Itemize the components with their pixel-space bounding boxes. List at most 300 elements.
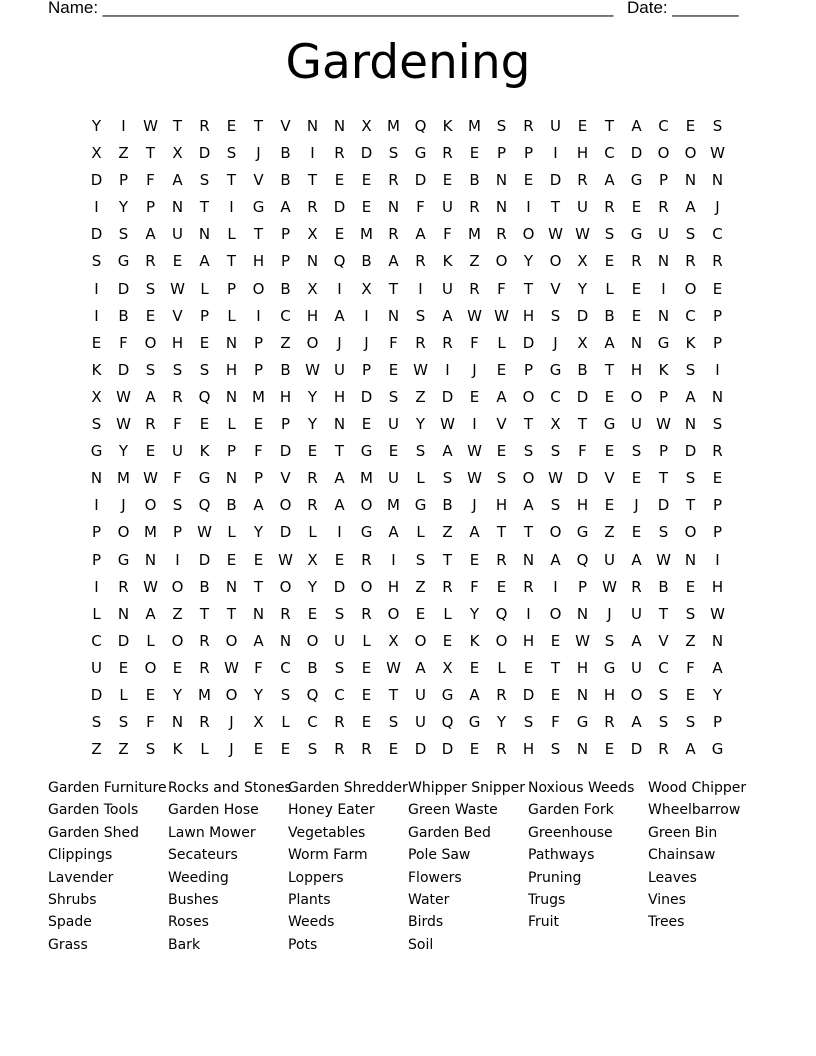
word-list-item: Lawn Mower bbox=[168, 824, 256, 841]
grid-letter: M bbox=[387, 117, 400, 135]
grid-letter: U bbox=[658, 225, 669, 244]
grid-letter: E bbox=[442, 631, 453, 650]
grid-letter: Y bbox=[118, 198, 129, 217]
grid-letter: F bbox=[497, 279, 506, 298]
grid-letter: B bbox=[442, 496, 453, 515]
word-list-item: Trees bbox=[648, 914, 685, 931]
grid-letter: B bbox=[118, 306, 129, 325]
grid-letter: Y bbox=[712, 685, 723, 704]
grid-letter: V bbox=[550, 279, 561, 298]
word-list-item: Weeding bbox=[168, 869, 229, 886]
grid-letter: W bbox=[116, 387, 131, 406]
grid-letter: E bbox=[253, 550, 264, 569]
grid-letter: H bbox=[279, 387, 292, 406]
grid-letter: S bbox=[415, 550, 426, 569]
grid-letter: D bbox=[333, 198, 346, 217]
grid-letter: R bbox=[658, 198, 669, 217]
grid-letter: E bbox=[361, 713, 372, 732]
grid-letter: G bbox=[603, 658, 616, 677]
grid-letter: T bbox=[226, 604, 237, 623]
grid-letter: D bbox=[522, 333, 535, 352]
grid-letter: A bbox=[631, 550, 642, 569]
grid-letter: C bbox=[334, 685, 345, 704]
grid-letter: Y bbox=[307, 387, 318, 406]
word-list-item: Garden Furniture bbox=[48, 780, 167, 796]
grid-letter: L bbox=[416, 523, 425, 542]
grid-letter: R bbox=[442, 144, 453, 163]
word-list-item: Green Waste bbox=[408, 802, 498, 819]
grid-letter: H bbox=[711, 577, 724, 596]
grid-letter: X bbox=[307, 225, 318, 244]
grid-letter: G bbox=[711, 740, 724, 759]
word-list-item: Worm Farm bbox=[288, 847, 368, 864]
grid-letter: S bbox=[685, 360, 696, 379]
grid-letter: A bbox=[334, 469, 345, 488]
grid-letter: R bbox=[388, 225, 399, 244]
grid-letter: L bbox=[308, 523, 317, 542]
grid-letter: O bbox=[225, 631, 238, 650]
grid-letter: C bbox=[604, 144, 615, 163]
grid-letter: R bbox=[145, 252, 156, 271]
grid-letter: S bbox=[550, 740, 561, 759]
grid-letter: A bbox=[685, 387, 696, 406]
grid-letter: D bbox=[360, 387, 373, 406]
grid-letter: Z bbox=[685, 631, 696, 650]
grid-letter: L bbox=[92, 604, 101, 623]
grid-letter: A bbox=[334, 496, 345, 515]
grid-letter: T bbox=[658, 604, 669, 623]
grid-letter: O bbox=[387, 604, 400, 623]
grid-letter: E bbox=[469, 144, 480, 163]
grid-letter: O bbox=[171, 577, 184, 596]
grid-letter: E bbox=[253, 740, 264, 759]
grid-letter: G bbox=[468, 713, 481, 732]
grid-letter: S bbox=[712, 415, 723, 434]
word-list bbox=[48, 777, 768, 956]
grid-letter: E bbox=[604, 442, 615, 461]
grid-letter: A bbox=[631, 631, 642, 650]
grid-letter: U bbox=[631, 658, 642, 677]
grid-letter: J bbox=[715, 198, 720, 217]
grid-letter: S bbox=[523, 442, 534, 461]
grid-letter: W bbox=[170, 279, 185, 298]
grid-letter: Y bbox=[307, 415, 318, 434]
grid-letter: W bbox=[116, 415, 131, 434]
grid-letter: P bbox=[226, 279, 237, 298]
letter-grid bbox=[83, 113, 731, 763]
grid-letter: E bbox=[145, 442, 156, 461]
grid-letter: G bbox=[630, 171, 643, 190]
grid-letter: Y bbox=[91, 117, 102, 135]
grid-letter: X bbox=[91, 144, 102, 163]
grid-letter: D bbox=[198, 144, 211, 163]
grid-letter: C bbox=[658, 658, 669, 677]
grid-letter: S bbox=[496, 117, 507, 135]
grid-letter: W bbox=[467, 306, 482, 325]
grid-letter: D bbox=[333, 577, 346, 596]
grid-letter: G bbox=[414, 496, 427, 515]
grid-letter: D bbox=[279, 442, 292, 461]
grid-letter: F bbox=[146, 171, 155, 190]
grid-letter: D bbox=[576, 387, 589, 406]
grid-letter: H bbox=[522, 740, 535, 759]
grid-letter: S bbox=[199, 360, 210, 379]
grid-letter: J bbox=[634, 496, 639, 515]
grid-letter: T bbox=[523, 415, 534, 434]
grid-letter: H bbox=[333, 387, 346, 406]
grid-letter: N bbox=[576, 604, 589, 623]
grid-letter: N bbox=[657, 306, 670, 325]
word-list-item: Vegetables bbox=[288, 824, 366, 841]
grid-letter: O bbox=[495, 252, 508, 271]
grid-letter: E bbox=[361, 415, 372, 434]
grid-letter: S bbox=[658, 713, 669, 732]
grid-letter: I bbox=[337, 279, 342, 298]
grid-letter: D bbox=[441, 387, 454, 406]
grid-letter: S bbox=[145, 740, 156, 759]
grid-letter: H bbox=[522, 306, 535, 325]
grid-letter: S bbox=[91, 713, 102, 732]
grid-letter: D bbox=[630, 740, 643, 759]
grid-letter: Q bbox=[495, 604, 508, 623]
word-list-item: Flowers bbox=[408, 869, 462, 886]
word-list-item: Rocks and Stones bbox=[168, 780, 292, 796]
grid-letter: S bbox=[685, 604, 696, 623]
grid-letter: F bbox=[443, 225, 452, 244]
word-list-item: Vines bbox=[648, 891, 686, 908]
grid-letter: R bbox=[280, 604, 291, 623]
grid-letter: E bbox=[118, 658, 129, 677]
grid-letter: W bbox=[440, 415, 455, 434]
grid-letter: V bbox=[253, 171, 264, 190]
grid-letter: F bbox=[146, 713, 155, 732]
grid-letter: D bbox=[414, 171, 427, 190]
grid-letter: R bbox=[307, 469, 318, 488]
grid-letter: W bbox=[602, 577, 617, 596]
grid-letter: A bbox=[145, 225, 156, 244]
grid-letter: T bbox=[145, 144, 156, 163]
grid-letter: L bbox=[443, 604, 452, 623]
grid-letter: A bbox=[145, 604, 156, 623]
grid-letter: U bbox=[415, 713, 426, 732]
grid-letter: N bbox=[225, 577, 238, 596]
grid-letter: D bbox=[90, 225, 103, 244]
grid-letter: E bbox=[334, 225, 345, 244]
grid-letter: D bbox=[630, 144, 643, 163]
grid-letter: A bbox=[415, 225, 426, 244]
word-list-item: Leaves bbox=[648, 869, 697, 886]
grid-letter: G bbox=[360, 523, 373, 542]
grid-letter: W bbox=[656, 550, 671, 569]
grid-letter: P bbox=[91, 523, 102, 542]
grid-letter: N bbox=[387, 306, 400, 325]
grid-letter: U bbox=[577, 198, 588, 217]
grid-letter: E bbox=[712, 279, 723, 298]
grid-letter: R bbox=[334, 713, 345, 732]
grid-letter: T bbox=[388, 685, 399, 704]
grid-letter: E bbox=[145, 306, 156, 325]
grid-letter: X bbox=[172, 144, 183, 163]
grid-letter: S bbox=[91, 252, 102, 271]
grid-letter: O bbox=[171, 631, 184, 650]
grid-letter: E bbox=[361, 685, 372, 704]
grid-letter: K bbox=[442, 117, 453, 135]
grid-letter: Q bbox=[441, 713, 454, 732]
grid-letter: T bbox=[226, 171, 237, 190]
grid-letter: N bbox=[576, 685, 589, 704]
word-list-item: Pruning bbox=[528, 869, 582, 886]
grid-letter: R bbox=[712, 442, 723, 461]
word-list-item: Bark bbox=[168, 936, 201, 953]
grid-letter: D bbox=[90, 685, 103, 704]
grid-letter: V bbox=[172, 306, 183, 325]
grid-letter: Y bbox=[118, 442, 129, 461]
grid-letter: Z bbox=[172, 604, 183, 623]
grid-letter: L bbox=[497, 333, 506, 352]
grid-letter: A bbox=[685, 740, 696, 759]
grid-letter: L bbox=[362, 631, 371, 650]
grid-letter: E bbox=[496, 360, 507, 379]
grid-letter: E bbox=[361, 658, 372, 677]
grid-letter: O bbox=[684, 523, 697, 542]
grid-letter: O bbox=[522, 469, 535, 488]
grid-letter: D bbox=[522, 685, 535, 704]
grid-letter: G bbox=[657, 333, 670, 352]
grid-letter: Q bbox=[306, 685, 319, 704]
grid-letter: H bbox=[603, 685, 616, 704]
grid-letter: N bbox=[684, 171, 697, 190]
grid-letter: N bbox=[522, 550, 535, 569]
grid-letter: V bbox=[604, 469, 615, 488]
grid-letter: G bbox=[117, 252, 130, 271]
grid-letter: E bbox=[496, 442, 507, 461]
grid-letter: W bbox=[143, 469, 158, 488]
grid-letter: S bbox=[388, 144, 399, 163]
grid-letter: D bbox=[117, 360, 130, 379]
grid-letter: T bbox=[523, 279, 534, 298]
grid-letter: K bbox=[658, 360, 669, 379]
grid-letter: B bbox=[226, 496, 237, 515]
grid-letter: N bbox=[387, 198, 400, 217]
grid-letter: D bbox=[657, 496, 670, 515]
grid-letter: S bbox=[685, 713, 696, 732]
grid-letter: O bbox=[279, 577, 292, 596]
grid-letter: E bbox=[280, 740, 291, 759]
grid-letter: R bbox=[199, 713, 210, 732]
grid-letter: N bbox=[90, 469, 103, 488]
grid-letter: W bbox=[197, 523, 212, 542]
grid-letter: T bbox=[658, 469, 669, 488]
grid-letter: L bbox=[146, 631, 155, 650]
grid-letter: D bbox=[198, 550, 211, 569]
grid-letter: L bbox=[227, 225, 236, 244]
grid-letter: N bbox=[252, 604, 265, 623]
word-list-item: Loppers bbox=[288, 869, 344, 886]
grid-letter: L bbox=[227, 306, 236, 325]
grid-letter: R bbox=[604, 713, 615, 732]
grid-letter: E bbox=[604, 252, 615, 271]
grid-letter: W bbox=[575, 225, 590, 244]
grid-letter: F bbox=[470, 333, 479, 352]
grid-letter: S bbox=[145, 360, 156, 379]
grid-letter: F bbox=[173, 469, 182, 488]
grid-letter: W bbox=[386, 658, 401, 677]
grid-letter: H bbox=[576, 658, 589, 677]
grid-letter: C bbox=[712, 225, 723, 244]
grid-letter: O bbox=[279, 496, 292, 515]
grid-letter: B bbox=[469, 171, 480, 190]
grid-letter: T bbox=[199, 604, 210, 623]
grid-letter: P bbox=[496, 144, 507, 163]
grid-letter: P bbox=[712, 523, 723, 542]
grid-letter: U bbox=[442, 279, 453, 298]
page-title: Gardening bbox=[285, 35, 531, 90]
word-list-item: Garden Shed bbox=[48, 824, 140, 841]
grid-letter: E bbox=[226, 550, 237, 569]
grid-letter: K bbox=[442, 252, 453, 271]
grid-letter: G bbox=[360, 442, 373, 461]
grid-letter: P bbox=[523, 144, 534, 163]
grid-letter: G bbox=[441, 685, 454, 704]
word-list-item: Pathways bbox=[528, 847, 595, 864]
grid-letter: S bbox=[685, 469, 696, 488]
grid-letter: H bbox=[306, 306, 319, 325]
grid-letter: R bbox=[199, 658, 210, 677]
grid-letter: R bbox=[496, 740, 507, 759]
grid-letter: T bbox=[550, 198, 561, 217]
grid-letter: P bbox=[712, 333, 723, 352]
grid-letter: U bbox=[388, 415, 399, 434]
grid-letter: S bbox=[550, 442, 561, 461]
grid-letter: J bbox=[229, 740, 234, 759]
grid-letter: H bbox=[171, 333, 184, 352]
grid-letter: N bbox=[117, 604, 130, 623]
word-list-item: Green Bin bbox=[648, 824, 718, 841]
grid-letter: I bbox=[121, 117, 126, 135]
word-list-item: Grass bbox=[48, 936, 88, 953]
grid-letter: C bbox=[658, 117, 669, 135]
grid-letter: W bbox=[143, 117, 158, 135]
grid-letter: R bbox=[469, 279, 480, 298]
grid-letter: B bbox=[199, 577, 210, 596]
grid-letter: A bbox=[388, 523, 399, 542]
grid-letter: B bbox=[658, 577, 669, 596]
grid-letter: P bbox=[253, 333, 264, 352]
word-list-item: Honey Eater bbox=[288, 802, 375, 819]
grid-letter: S bbox=[118, 225, 129, 244]
grid-letter: E bbox=[685, 685, 696, 704]
grid-letter: Q bbox=[414, 117, 427, 135]
grid-letter: E bbox=[172, 252, 183, 271]
grid-letter: O bbox=[630, 685, 643, 704]
grid-letter: S bbox=[550, 306, 561, 325]
grid-letter: R bbox=[496, 225, 507, 244]
word-list-item: Soil bbox=[408, 936, 434, 953]
grid-letter: X bbox=[361, 279, 372, 298]
grid-letter: I bbox=[94, 306, 99, 325]
grid-letter: U bbox=[172, 442, 183, 461]
grid-letter: Y bbox=[253, 523, 264, 542]
grid-letter: Z bbox=[118, 144, 129, 163]
grid-letter: R bbox=[496, 550, 507, 569]
grid-letter: E bbox=[550, 631, 561, 650]
grid-letter: I bbox=[391, 550, 396, 569]
grid-letter: U bbox=[334, 631, 345, 650]
grid-letter: O bbox=[306, 333, 319, 352]
grid-letter: J bbox=[553, 333, 558, 352]
grid-letter: W bbox=[710, 604, 725, 623]
grid-letter: S bbox=[604, 631, 615, 650]
grid-letter: O bbox=[252, 279, 265, 298]
grid-letter: F bbox=[686, 658, 695, 677]
word-list-item: Bushes bbox=[168, 891, 219, 908]
grid-letter: B bbox=[577, 360, 588, 379]
grid-letter: N bbox=[306, 252, 319, 271]
grid-letter: W bbox=[710, 144, 725, 163]
grid-letter: D bbox=[576, 306, 589, 325]
grid-letter: O bbox=[684, 144, 697, 163]
grid-letter: P bbox=[712, 306, 723, 325]
word-list-item: Weeds bbox=[288, 914, 335, 931]
grid-letter: J bbox=[607, 604, 612, 623]
grid-letter: F bbox=[470, 577, 479, 596]
grid-letter: E bbox=[469, 658, 480, 677]
grid-letter: T bbox=[199, 198, 210, 217]
grid-letter: A bbox=[199, 252, 210, 271]
grid-letter: V bbox=[280, 117, 291, 135]
grid-letter: N bbox=[333, 415, 346, 434]
grid-letter: E bbox=[631, 469, 642, 488]
grid-letter: R bbox=[496, 685, 507, 704]
word-list-item: Garden Shredder bbox=[288, 780, 408, 796]
grid-letter: N bbox=[495, 171, 508, 190]
grid-letter: I bbox=[175, 550, 180, 569]
grid-letter: W bbox=[305, 360, 320, 379]
grid-letter: M bbox=[117, 469, 130, 488]
word-list-item: Greenhouse bbox=[528, 824, 613, 841]
grid-letter: E bbox=[469, 387, 480, 406]
grid-letter: A bbox=[550, 550, 561, 569]
grid-letter: M bbox=[144, 523, 157, 542]
grid-letter: P bbox=[712, 713, 723, 732]
grid-letter: Q bbox=[576, 550, 589, 569]
grid-letter: S bbox=[631, 442, 642, 461]
grid-letter: T bbox=[334, 442, 345, 461]
grid-letter: M bbox=[360, 225, 373, 244]
grid-letter: T bbox=[550, 658, 561, 677]
grid-letter: T bbox=[226, 252, 237, 271]
grid-letter: D bbox=[576, 469, 589, 488]
grid-letter: E bbox=[604, 496, 615, 515]
grid-letter: G bbox=[90, 442, 103, 461]
grid-letter: R bbox=[442, 333, 453, 352]
grid-letter: U bbox=[91, 658, 102, 677]
grid-letter: E bbox=[712, 469, 723, 488]
grid-letter: Y bbox=[172, 685, 183, 704]
grid-letter: G bbox=[414, 144, 427, 163]
grid-letter: O bbox=[117, 523, 130, 542]
grid-letter: A bbox=[415, 658, 426, 677]
grid-letter: D bbox=[549, 171, 562, 190]
word-list-item: Water bbox=[408, 891, 450, 908]
grid-letter: S bbox=[334, 604, 345, 623]
grid-letter: T bbox=[604, 117, 615, 135]
grid-letter: G bbox=[576, 523, 589, 542]
grid-letter: H bbox=[252, 252, 265, 271]
grid-letter: K bbox=[685, 333, 696, 352]
grid-letter: L bbox=[227, 415, 236, 434]
grid-letter: X bbox=[253, 713, 264, 732]
